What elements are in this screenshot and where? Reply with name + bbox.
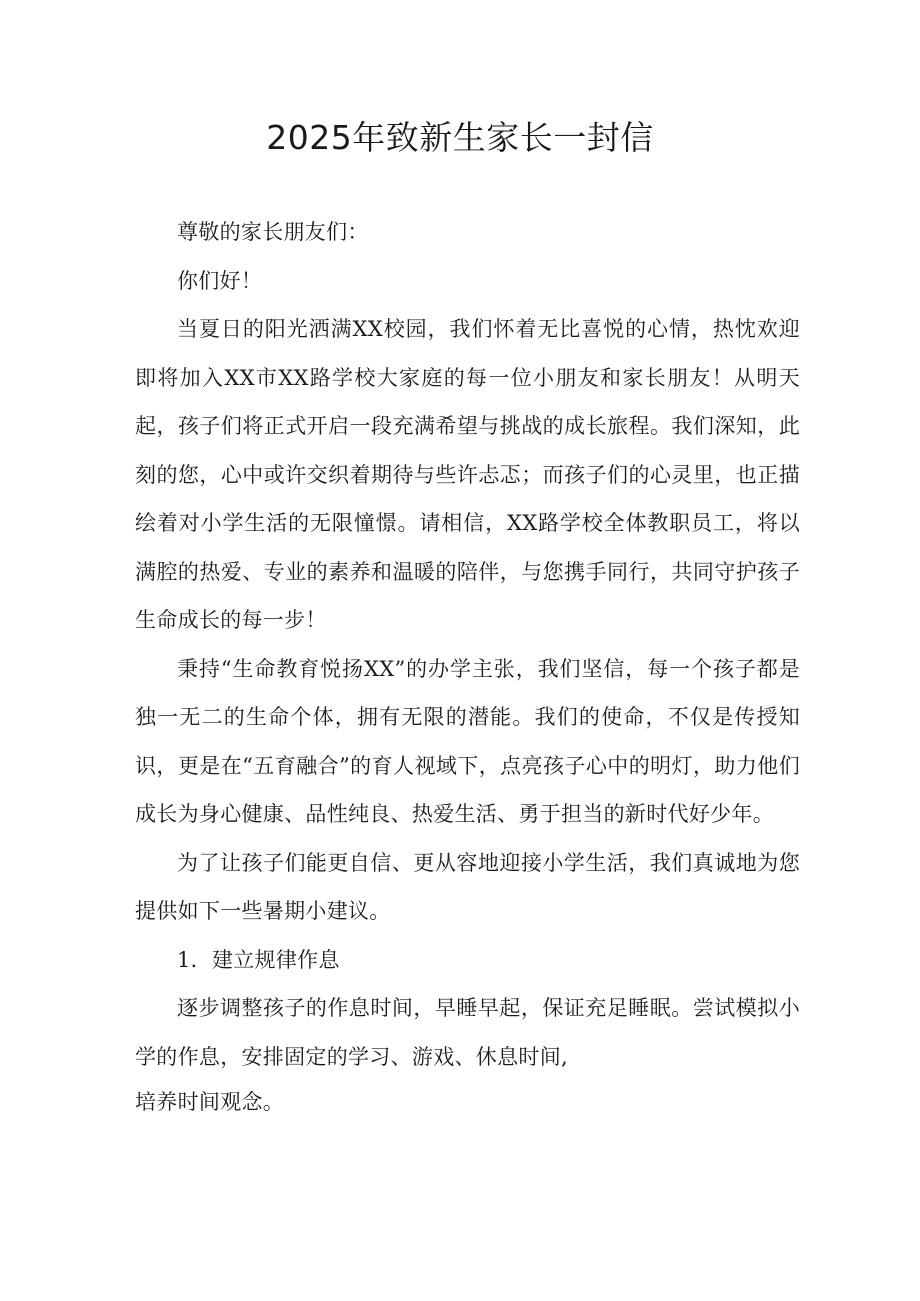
paragraph-philosophy: 秉持“生命教育悦扬XX”的办学主张，我们坚信，每一个孩子都是独一无二的生命个体，拥有无限的潜能。我们的使命，不仅是传授知识，更是在“五育融合”的育人视域下，点亮孩子心中的明灯，助力他们成长为身心健康、品性纯良、热爱生活、勇于担当的新时代好少年。 <box>135 656 800 826</box>
greeting: 你们好！ <box>177 268 263 293</box>
suggestion-heading: 1．建立规律作息 <box>177 947 340 972</box>
suggestion-text: 逐步调整孩子的作息时间，早睡早起，保证充足睡眠。尝试模拟小学的作息，安排固定的学习、游戏、休息时间, <box>135 996 800 1069</box>
salutation: 尊敬的家长朋友们： <box>177 220 369 244</box>
paragraph-suggestions-intro: 为了让孩子们能更自信、更从容地迎接小学生活，我们真诚地为您提供如下一些暑期小建议。 <box>135 850 800 923</box>
paragraph-welcome: 当夏日的阳光洒满XX校园，我们怀着无比喜悦的心情，热忱欢迎即将加入XX市XX路学校大家庭的每一位小朋友和家长朋友！从明天起，孩子们将正式开启一段充满希望与挑战的成长旅程。我们深知，此刻的您，心中或许交织着期待与些许忐忑；而孩子们的心灵里，也正描绘着对小学生活的无限憧憬。请相信，XX路学校全体教职员工，将以满腔的热爱、专业的素养和温暖的陪伴，与您携手同行，共同守护孩子生命成长的每一步！ <box>135 317 800 632</box>
suggestion-text-tail: 培养时间观念。 <box>135 1090 285 1114</box>
document-title: 2025年致新生家长一封信 <box>266 118 654 157</box>
letter-body <box>135 208 800 1123</box>
